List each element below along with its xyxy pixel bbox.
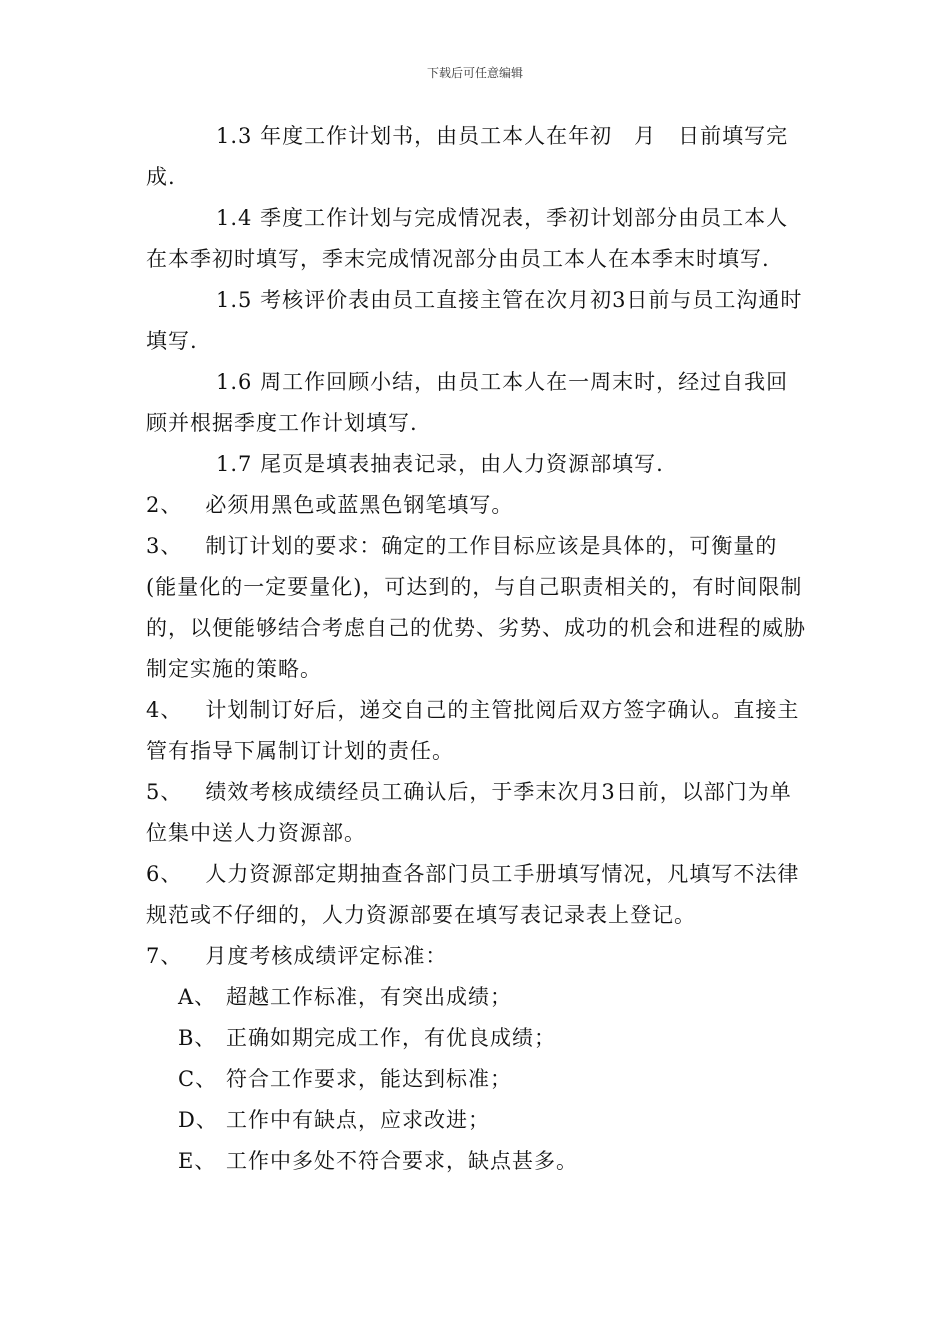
grade-item-e <box>146 1141 808 1182</box>
grade-letter: C、 <box>178 1067 218 1091</box>
item-number: 5、 <box>146 780 183 804</box>
section-1-3: 1.3 年度工作计划书，由员工本人在年初 月 日前填写完成. <box>146 124 789 189</box>
grade-text: 符合工作要求，能达到标准； <box>226 1067 512 1091</box>
grade-item-c <box>146 1059 808 1100</box>
item-text: 计划制订好后，递交自己的主管批阅后双方签字确认。直接主管有指导下属制订计划的责任。 <box>146 698 800 763</box>
item-text: 月度考核成绩评定标准： <box>205 944 448 968</box>
list-item-6 <box>146 854 808 936</box>
item-text: 绩效考核成绩经员工确认后，于季末次月3日前，以部门为单位集中送人力资源部。 <box>146 780 792 845</box>
grade-letter: E、 <box>178 1149 217 1173</box>
grade-item-d <box>146 1100 808 1141</box>
page-header: 下载后可任意编辑 <box>426 66 523 80</box>
item-number: 7、 <box>146 944 183 968</box>
section-1-6: 1.6 周工作回顾小结，由员工本人在一周末时，经过自我回顾并根据季度工作计划填写. <box>146 370 789 435</box>
grade-text: 工作中有缺点，应求改进； <box>226 1108 490 1132</box>
grade-item-a <box>146 977 808 1018</box>
grade-text: 超越工作标准，有突出成绩； <box>226 985 512 1009</box>
section-1-4: 1.4 季度工作计划与完成情况表，季初计划部分由员工本人在本季初时填写，季末完成情况部分由员工本人在本季末时填写. <box>146 206 789 271</box>
item-text: 人力资源部定期抽查各部门员工手册填写情况，凡填写不法律规范或不仔细的，人力资源部要在填写表记录表上登记。 <box>146 862 800 927</box>
section-1-5: 1.5 考核评价表由员工直接主管在次月初3日前与员工沟通时填写. <box>146 288 803 353</box>
grade-item-b <box>146 1018 808 1059</box>
item-number: 6、 <box>146 862 183 886</box>
document-body <box>146 116 808 1182</box>
list-item-3 <box>146 526 808 690</box>
grade-letter: D、 <box>178 1108 218 1132</box>
grade-letter: B、 <box>178 1026 217 1050</box>
section-1-7: 1.7 尾页是填表抽表记录，由人力资源部填写. <box>216 452 664 476</box>
list-item-2 <box>146 485 808 526</box>
item-number: 2、 <box>146 493 183 517</box>
item-text: 制订计划的要求：确定的工作目标应该是具体的，可衡量的(能量化的一定要量化)，可达到的，与自己职责相关的，有时间限制的，以便能够结合考虑自己的优势、劣势、成功的机会和进程的威胁制定实施的策略。 <box>146 534 806 681</box>
grade-text: 正确如期完成工作，有优良成绩； <box>226 1026 556 1050</box>
item-number: 3、 <box>146 534 183 558</box>
grade-text: 工作中多处不符合要求，缺点甚多。 <box>226 1149 578 1173</box>
list-item-4 <box>146 690 808 772</box>
list-item-7 <box>146 936 808 977</box>
grade-letter: A、 <box>178 985 217 1009</box>
item-text: 必须用黑色或蓝黑色钢笔填写。 <box>205 493 514 517</box>
item-number: 4、 <box>146 698 183 722</box>
list-item-5 <box>146 772 808 854</box>
